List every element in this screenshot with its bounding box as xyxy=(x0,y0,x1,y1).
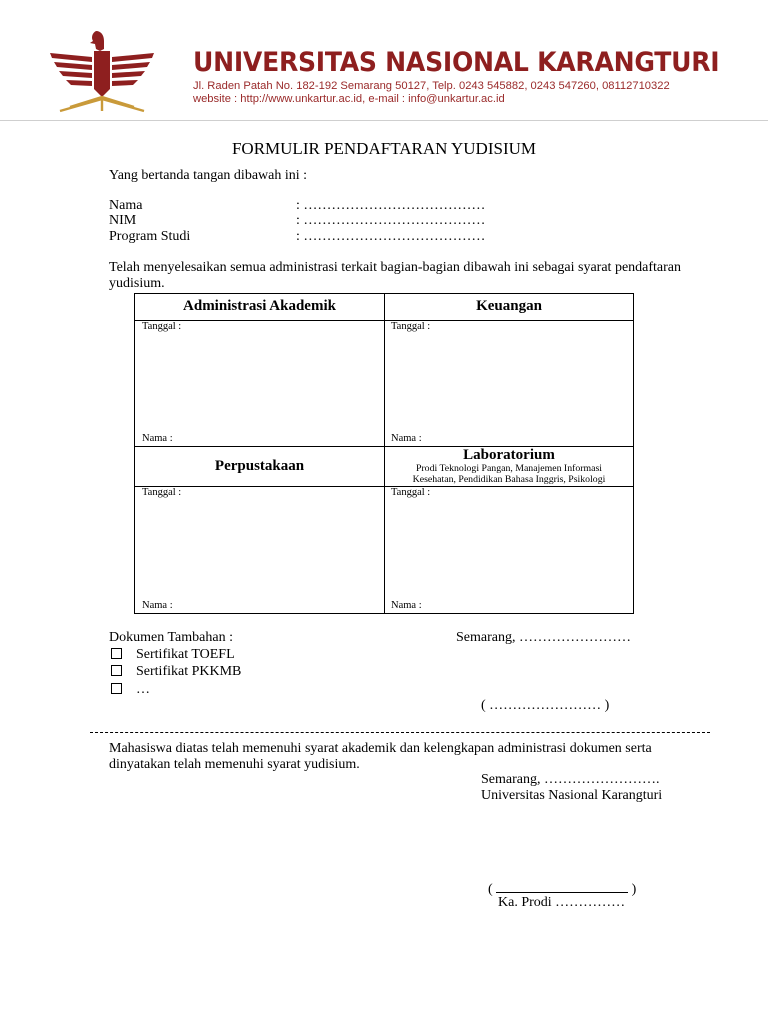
header-administrasi: Administrasi Akademik xyxy=(183,298,336,314)
university-address: Jl. Raden Patah No. 182-192 Semarang 50127, Telp. 0243 545882, 0243 547260, 08112710322 xyxy=(193,80,670,92)
form-title: FORMULIR PENDAFTARAN YUDISIUM xyxy=(231,139,537,158)
approval-place-date[interactable]: Semarang, ……………………. xyxy=(481,772,660,787)
approval-line-1: Mahasiswa diatas telah memenuhi syarat akademik dan kelengkapan administrasi dokumen serta xyxy=(109,741,652,756)
administrasi-nama-label: Nama : xyxy=(142,433,173,444)
perpustakaan-nama-label: Nama : xyxy=(142,600,173,611)
university-name: UNIVERSITAS NASIONAL KARANGTURI xyxy=(193,47,720,78)
documents-heading: Dokumen Tambahan : xyxy=(109,630,233,645)
approval-line-2: dinyatakan telah memenuhi syarat yudisium. xyxy=(109,757,360,772)
header-perpustakaan: Perpustakaan xyxy=(214,458,305,474)
keuangan-sign-box[interactable] xyxy=(384,320,634,447)
cut-line-divider xyxy=(90,732,710,733)
checkbox-toefl[interactable] xyxy=(111,648,122,659)
checkbox-other[interactable] xyxy=(111,683,122,694)
header-laboratorium-cell xyxy=(384,446,634,487)
laboratorium-nama-label: Nama : xyxy=(391,600,422,611)
keuangan-tanggal-label: Tanggal : xyxy=(391,321,431,332)
intro-text: Yang bertanda tangan dibawah ini : xyxy=(109,168,308,183)
document-pkkmb: Sertifikat PKKMB xyxy=(136,664,242,679)
field-label-program-studi: Program Studi xyxy=(109,229,191,244)
field-label-nama: Nama xyxy=(109,198,143,213)
header-perpustakaan-cell xyxy=(134,446,385,487)
field-value-program-studi[interactable]: : ………………………………… xyxy=(296,229,486,244)
approval-institution: Universitas Nasional Karangturi xyxy=(481,788,663,803)
perpustakaan-sign-box[interactable] xyxy=(134,486,385,614)
field-value-nim[interactable]: : ………………………………… xyxy=(296,213,486,228)
administrasi-tanggal-label: Tanggal : xyxy=(142,321,182,332)
signature-place-date[interactable]: Semarang, …………………… xyxy=(456,630,631,645)
field-label-nim: NIM xyxy=(109,213,137,228)
statement-line-2: yudisium. xyxy=(109,276,165,291)
keuangan-nama-label: Nama : xyxy=(391,433,422,444)
university-website: website : http://www.unkartur.ac.id, e-mail : info@unkartur.ac.id xyxy=(193,93,505,105)
kaprodi-role[interactable]: Ka. Prodi …………… xyxy=(498,895,626,910)
header-keuangan: Keuangan xyxy=(476,298,542,314)
laboratorium-note-2: Kesehatan, Pendidikan Bahasa Inggris, Psikologi xyxy=(412,474,606,485)
laboratorium-tanggal-label: Tanggal : xyxy=(391,487,431,498)
signature-name[interactable]: ( …………………… ) xyxy=(481,698,610,713)
university-logo-icon xyxy=(46,27,158,115)
document-toefl: Sertifikat TOEFL xyxy=(136,647,235,662)
header-laboratorium: Laboratorium xyxy=(463,447,555,463)
signature-line xyxy=(496,879,628,893)
open-paren: ( xyxy=(488,882,493,897)
administrasi-sign-box[interactable] xyxy=(134,320,385,447)
statement-line-1: Telah menyelesaikan semua administrasi terkait bagian-bagian dibawah ini sebagai syarat pendaftaran xyxy=(109,260,682,275)
close-paren: ) xyxy=(631,882,637,897)
field-value-nama[interactable]: : ………………………………… xyxy=(296,198,486,213)
header-divider xyxy=(0,120,768,121)
perpustakaan-tanggal-label: Tanggal : xyxy=(142,487,182,498)
header-administrasi-cell xyxy=(134,293,385,321)
laboratorium-sign-box[interactable] xyxy=(384,486,634,614)
laboratorium-note-1: Prodi Teknologi Pangan, Manajemen Informasi xyxy=(415,463,603,474)
header-keuangan-cell xyxy=(384,293,634,321)
checkbox-pkkmb[interactable] xyxy=(111,665,122,676)
document-other: … xyxy=(136,682,150,697)
